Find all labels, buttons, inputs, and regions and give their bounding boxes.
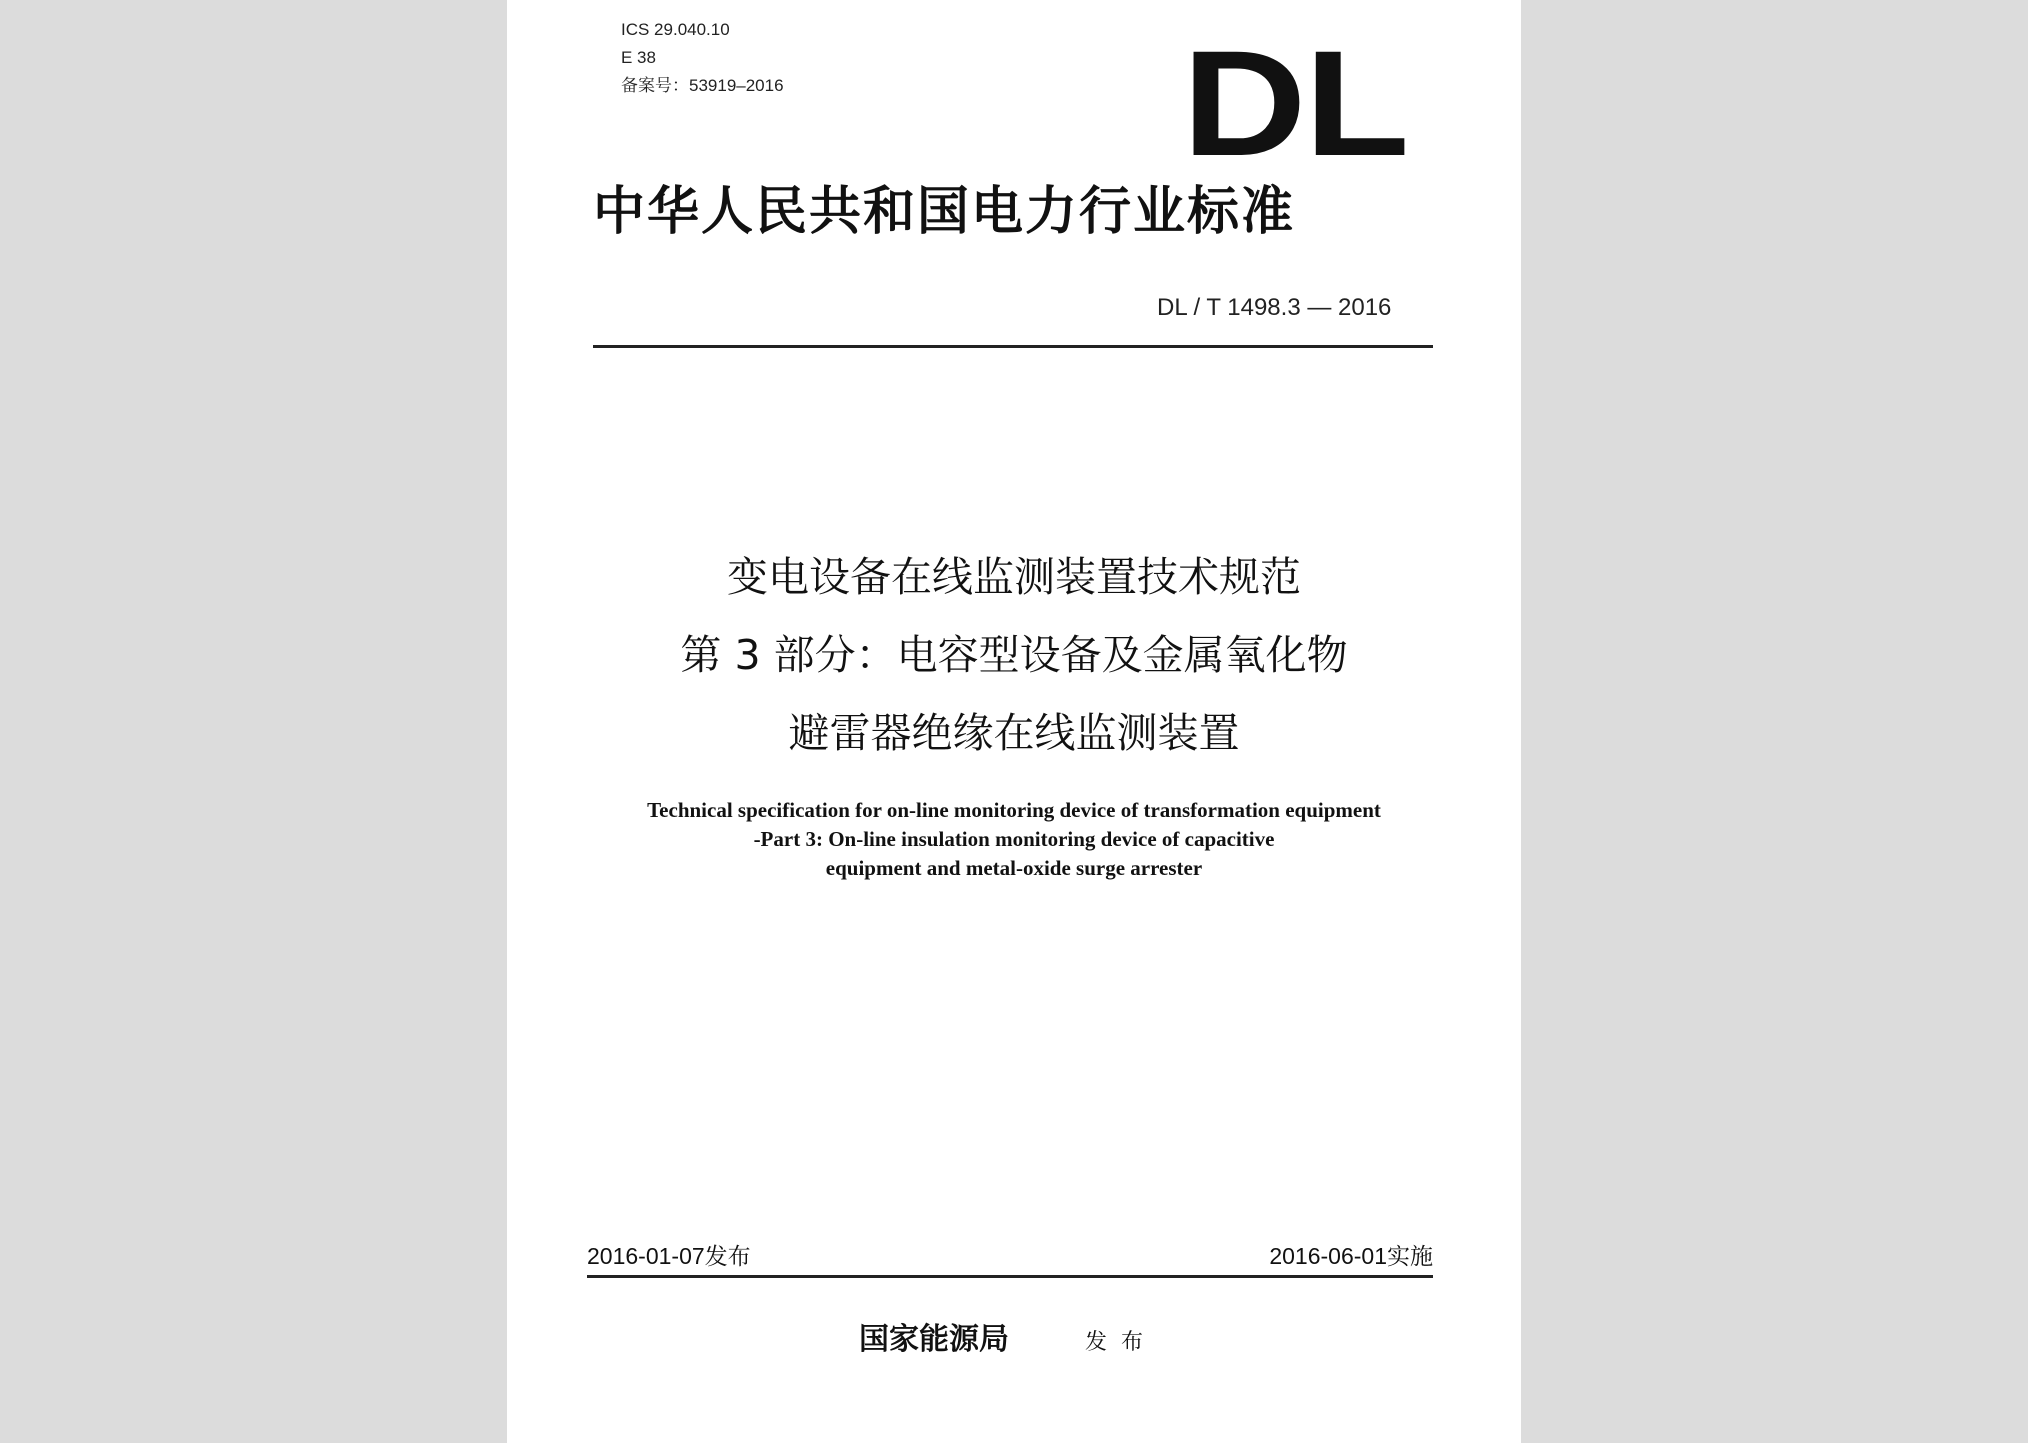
top-divider [593,345,1433,348]
classification-block [621,16,784,100]
standard-code: DL / T 1498.3 — 2016 [1157,294,1392,321]
chinese-title [507,538,1521,772]
issue-date: 2016-01-07发布 [587,1243,751,1269]
english-title-line: equipment and metal-oxide surge arrester [825,856,1203,880]
record-number: 备案号：53919–2016 [621,76,784,95]
bottom-divider [587,1275,1433,1278]
class-code: E 38 [621,48,656,67]
implementation-date: 2016-06-01实施 [1269,1243,1433,1269]
publisher-name: 国家能源局 [859,1322,1009,1357]
standard-title: 中华人民共和国电力行业标准 [593,182,1296,242]
chinese-title-line: 避雷器绝缘在线监测装置 [788,709,1240,757]
chinese-title-line: 第 3 部分：电容型设备及金属氧化物 [680,631,1348,679]
english-title [507,796,1521,883]
dl-logo: DL [1182,19,1408,187]
document-cover-page [507,0,1521,1443]
ics-code: ICS 29.040.10 [621,20,730,39]
chinese-title-line: 变电设备在线监测装置技术规范 [727,553,1301,601]
english-title-line: Technical specification for on-line monitoring device of transformation equipment [647,798,1381,822]
english-title-line: -Part 3: On-line insulation monitoring device of capacitive [753,827,1275,851]
publish-label: 发布 [1085,1330,1158,1355]
